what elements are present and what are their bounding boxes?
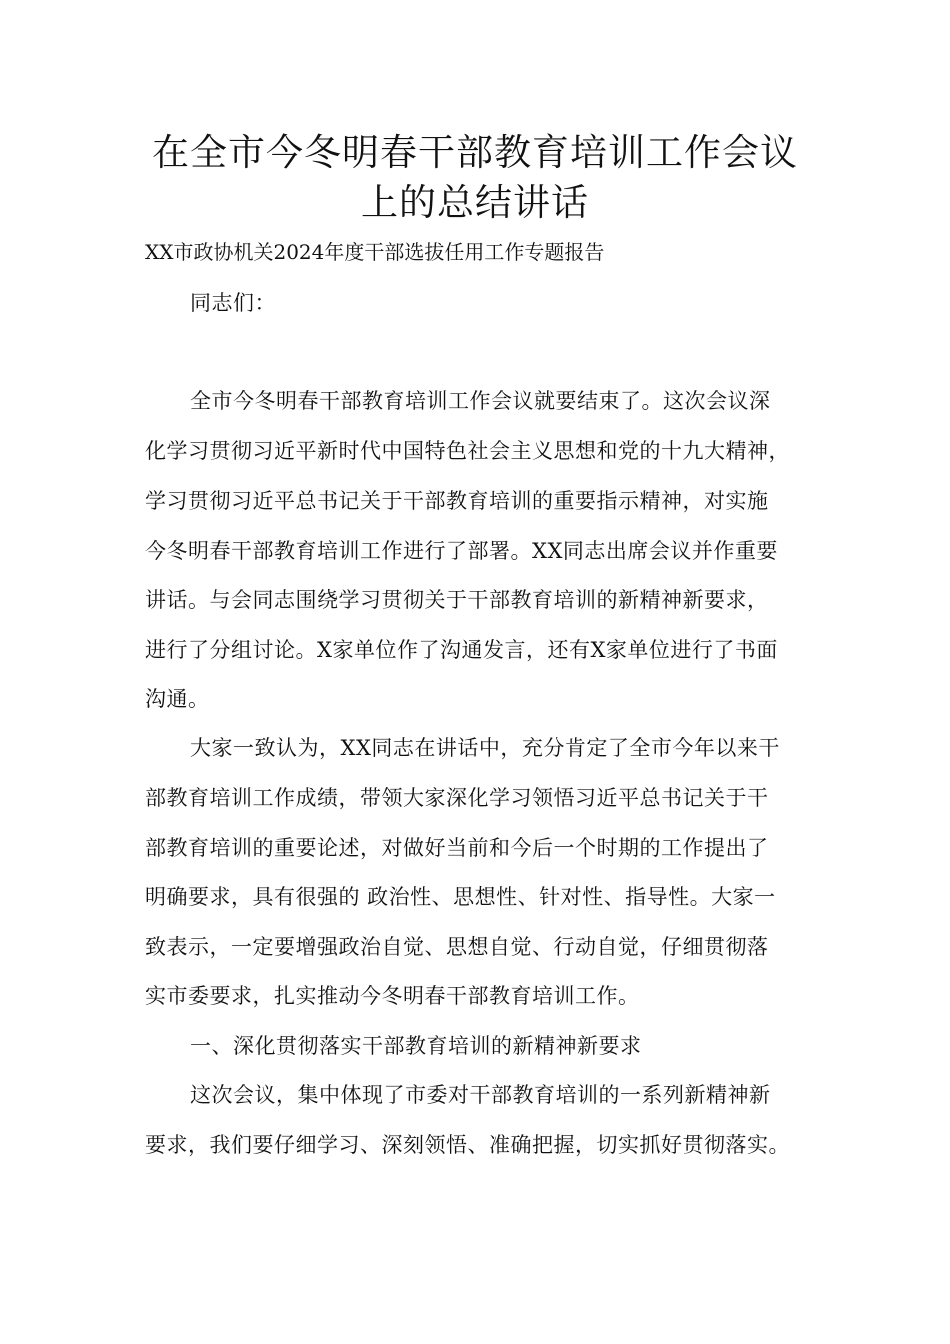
paragraph-2-line: 大家一致认为，XX同志在讲话中，充分肯定了全市今年以来干 xyxy=(190,736,780,760)
document-title-line-2: 上的总结讲话 xyxy=(361,181,589,224)
paragraph-1-line: 全市今冬明春干部教育培训工作会议就要结束了。这次会议深 xyxy=(190,389,771,413)
paragraph-2-line: 致表示，一定要增强政治自觉、思想自觉、行动自觉，仔细贯彻落 xyxy=(145,935,769,959)
paragraph-1-line: 进行了分组讨论。X家单位作了沟通发言，还有X家单位进行了书面 xyxy=(145,638,778,662)
paragraph-1-line: 沟通。 xyxy=(145,687,210,711)
document-subtitle: XX市政协机关2024年度干部选拔任用工作专题报告 xyxy=(145,240,605,264)
greeting: 同志们： xyxy=(190,291,276,315)
paragraph-2-line: 部教育培训工作成绩，带领大家深化学习领悟习近平总书记关于干 xyxy=(145,786,769,810)
paragraph-2-line: 明确要求，具有很强的 政治性、思想性、针对性、指导性。大家一 xyxy=(145,885,776,909)
paragraph-2-line: 实市委要求，扎实推动今冬明春干部教育培训工作。 xyxy=(145,984,640,1008)
paragraph-1-line: 讲话。与会同志围绕学习贯彻关于干部教育培训的新精神新要求， xyxy=(145,588,769,612)
paragraph-2-line: 部教育培训的重要论述，对做好当前和今后一个时期的工作提出了 xyxy=(145,836,769,860)
document-title-line-1: 在全市今冬明春干部教育培训工作会议 xyxy=(152,131,798,174)
paragraph-1-line: 今冬明春干部教育培训工作进行了部署。XX同志出席会议并作重要 xyxy=(145,539,778,563)
paragraph-1-line: 化学习贯彻习近平新时代中国特色社会主义思想和党的十九大精神， xyxy=(145,439,790,463)
paragraph-3-line: 要求，我们要仔细学习、深刻领悟、准确把握，切实抓好贯彻落实。 xyxy=(145,1133,790,1157)
paragraph-1-line: 学习贯彻习近平总书记关于干部教育培训的重要指示精神，对实施 xyxy=(145,489,769,513)
section-heading: 一、深化贯彻落实干部教育培训的新精神新要求 xyxy=(190,1034,642,1058)
paragraph-3-line: 这次会议，集中体现了市委对干部教育培训的一系列新精神新 xyxy=(190,1083,771,1107)
